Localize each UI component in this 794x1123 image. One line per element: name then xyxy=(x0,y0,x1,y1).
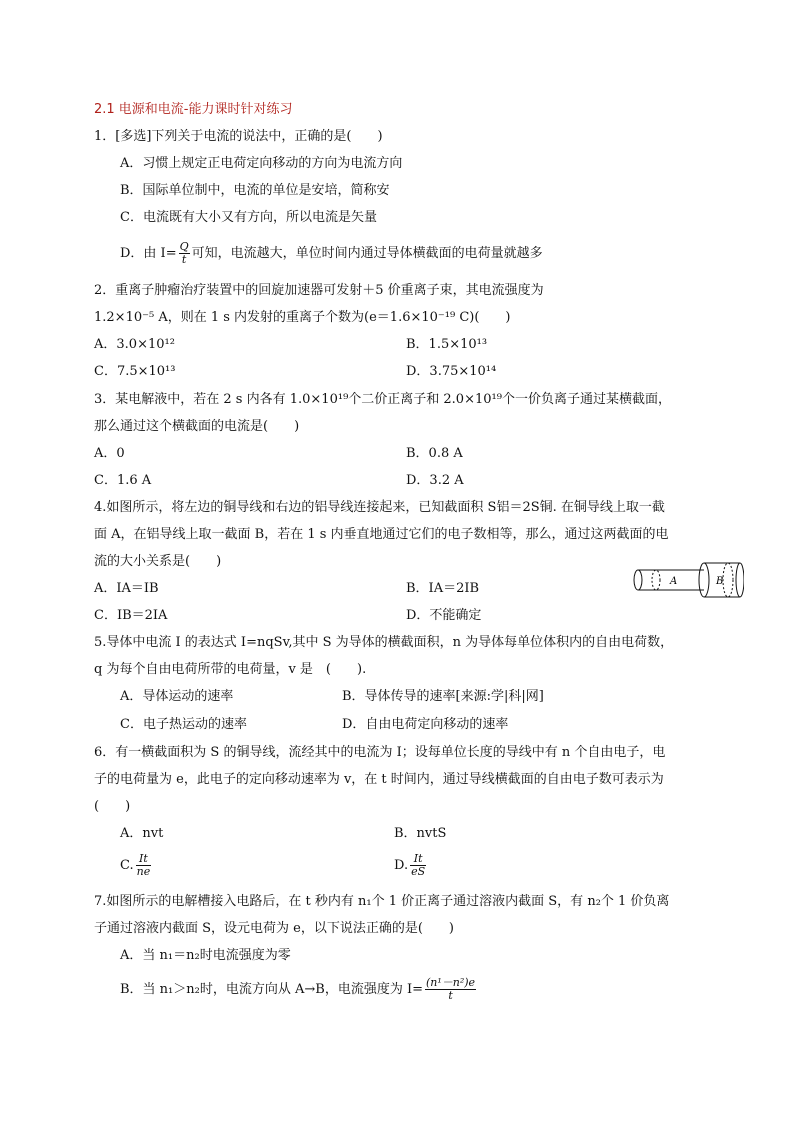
q3-stem-line1: 3．某电解液中，若在 2 s 内各有 1.0×10¹⁹个二价正离子和 2.0×10¹⁹个一价负离子通过某横截面， xyxy=(94,392,671,407)
q6-option-d-fraction xyxy=(410,853,426,878)
q7-b-denominator: t xyxy=(448,989,453,1002)
q4-option-a: A．IA＝IB xyxy=(94,581,159,596)
section-b-label: B xyxy=(716,576,724,587)
q1-option-d-fraction xyxy=(179,241,190,266)
q6-option-d-prefix: D. xyxy=(394,858,409,873)
q4-stem-line3: 流的大小关系是( ) xyxy=(94,554,222,569)
section-a-label: A xyxy=(670,576,678,587)
q7-stem-line2: 子通过溶液内截面 S，设元电荷为 e，以下说法正确的是( ) xyxy=(94,921,455,936)
q7-option-a: A．当 n₁＝n₂时电流强度为零 xyxy=(120,948,291,963)
q4-stem-line2: 面 A，在铝导线上取一截面 B，若在 1 s 内垂直地通过它们的电子数相等，那么，通过这两截面的电 xyxy=(94,527,669,542)
q4-option-c: C．IB＝2IA xyxy=(94,608,168,623)
q6-option-a: A．nvt xyxy=(120,826,164,841)
q1-fraction-numerator: Q xyxy=(179,240,189,253)
q4-option-b: B．IA＝2IB xyxy=(406,581,480,596)
q6-option-c-prefix: C. xyxy=(120,858,134,873)
wire-diagram xyxy=(632,560,744,600)
q5-stem-line2: q 为每个自由电荷所带的电荷量，v 是 ( ). xyxy=(94,662,367,677)
q7-b-numerator: (n¹－n²)e xyxy=(425,976,476,989)
q1-stem: 1．[多选]下列关于电流的说法中，正确的是( ) xyxy=(94,129,383,144)
q7-option-b xyxy=(120,972,478,1008)
worksheet-title: 2.1 电源和电流-能力课时针对练习 xyxy=(94,102,293,117)
q3-option-c: C．1.6 A xyxy=(94,473,152,488)
q6-option-b: B．nvtS xyxy=(394,826,447,841)
q6-option-c-fraction xyxy=(136,853,152,878)
q7-option-b-prefix: B．当 n₁＞n₂时，电流方向从 A→B，电流强度为 I= xyxy=(120,982,423,997)
q7-stem-line1: 7.如图所示的电解槽接入电路后，在 t 秒内有 n₁个 1 价正离子通过溶液内截面 S，有 n₂个 1 价负离 xyxy=(94,894,670,909)
q5-option-d: D．自由电荷定向移动的速率 xyxy=(342,717,509,732)
q3-option-a: A．0 xyxy=(94,446,125,461)
q2-option-d: D．3.75×10¹⁴ xyxy=(406,364,497,379)
q1-option-d-suffix: 可知，电流越大，单位时间内通过导体横截面的电荷量就越多 xyxy=(191,246,543,261)
q6-stem-line2: 子的电荷量为 e，此电子的定向移动速率为 v，在 t 时间内，通过导线横截面的自由电子数可表示为 xyxy=(94,772,664,787)
q2-option-b: B．1.5×10¹³ xyxy=(406,337,488,352)
q1-option-d-prefix: D．由 I= xyxy=(120,246,177,261)
q2-stem-line1: 2．重离子肿瘤治疗装置中的回旋加速器可发射＋5 价重离子束，其电流强度为 xyxy=(94,283,544,298)
q4-stem-line1: 4.如图所示，将左边的铜导线和右边的铝导线连接起来，已知截面积 S铝＝2S铜. 在铜导线上取一截 xyxy=(94,500,665,515)
q2-option-c: C．7.5×10¹³ xyxy=(94,364,176,379)
q2-option-a: A．3.0×10¹² xyxy=(94,337,175,352)
q5-option-a: A．导体运动的速率 xyxy=(120,689,234,704)
q6-c-numerator: It xyxy=(136,853,152,866)
q6-option-d xyxy=(394,848,428,884)
q5-option-b: B．导体传导的速率[来源:学|科|网] xyxy=(342,689,544,704)
q1-option-b: B．国际单位制中，电流的单位是安培，简称安 xyxy=(120,183,390,198)
q3-stem-line2: 那么通过这个横截面的电流是( ) xyxy=(94,419,300,434)
q6-option-c xyxy=(120,848,153,884)
q6-d-numerator: It xyxy=(410,853,426,866)
q6-c-denominator: ne xyxy=(136,865,151,878)
q7-option-b-fraction xyxy=(425,977,476,1002)
q1-option-d xyxy=(120,236,543,272)
q6-stem-line3: ( ) xyxy=(94,799,131,814)
q1-fraction-denominator: t xyxy=(181,253,187,266)
q2-stem-line2: 1.2×10⁻⁵ A，则在 1 s 内发射的重离子个数为(e＝1.6×10⁻¹⁹ C)( ) xyxy=(94,310,511,325)
q6-stem-line1: 6．有一横截面积为 S 的铜导线，流经其中的电流为 I；设每单位长度的导线中有 n 个自由电子，电 xyxy=(94,745,666,760)
q3-option-d: D．3.2 A xyxy=(406,473,464,488)
q5-stem-line1: 5.导体中电流 I 的表达式 I=nqSv,其中 S 为导体的横截面积，n 为导体每单位体积内的自由电荷数， xyxy=(94,635,674,650)
q6-d-denominator: eS xyxy=(411,865,426,878)
q4-option-d: D．不能确定 xyxy=(406,608,482,623)
q5-option-c: C．电子热运动的速率 xyxy=(120,717,247,732)
q3-option-b: B．0.8 A xyxy=(406,446,463,461)
q1-option-a: A．习惯上规定正电荷定向移动的方向为电流方向 xyxy=(120,156,403,171)
q1-option-c: C．电流既有大小又有方向，所以电流是矢量 xyxy=(120,210,377,225)
